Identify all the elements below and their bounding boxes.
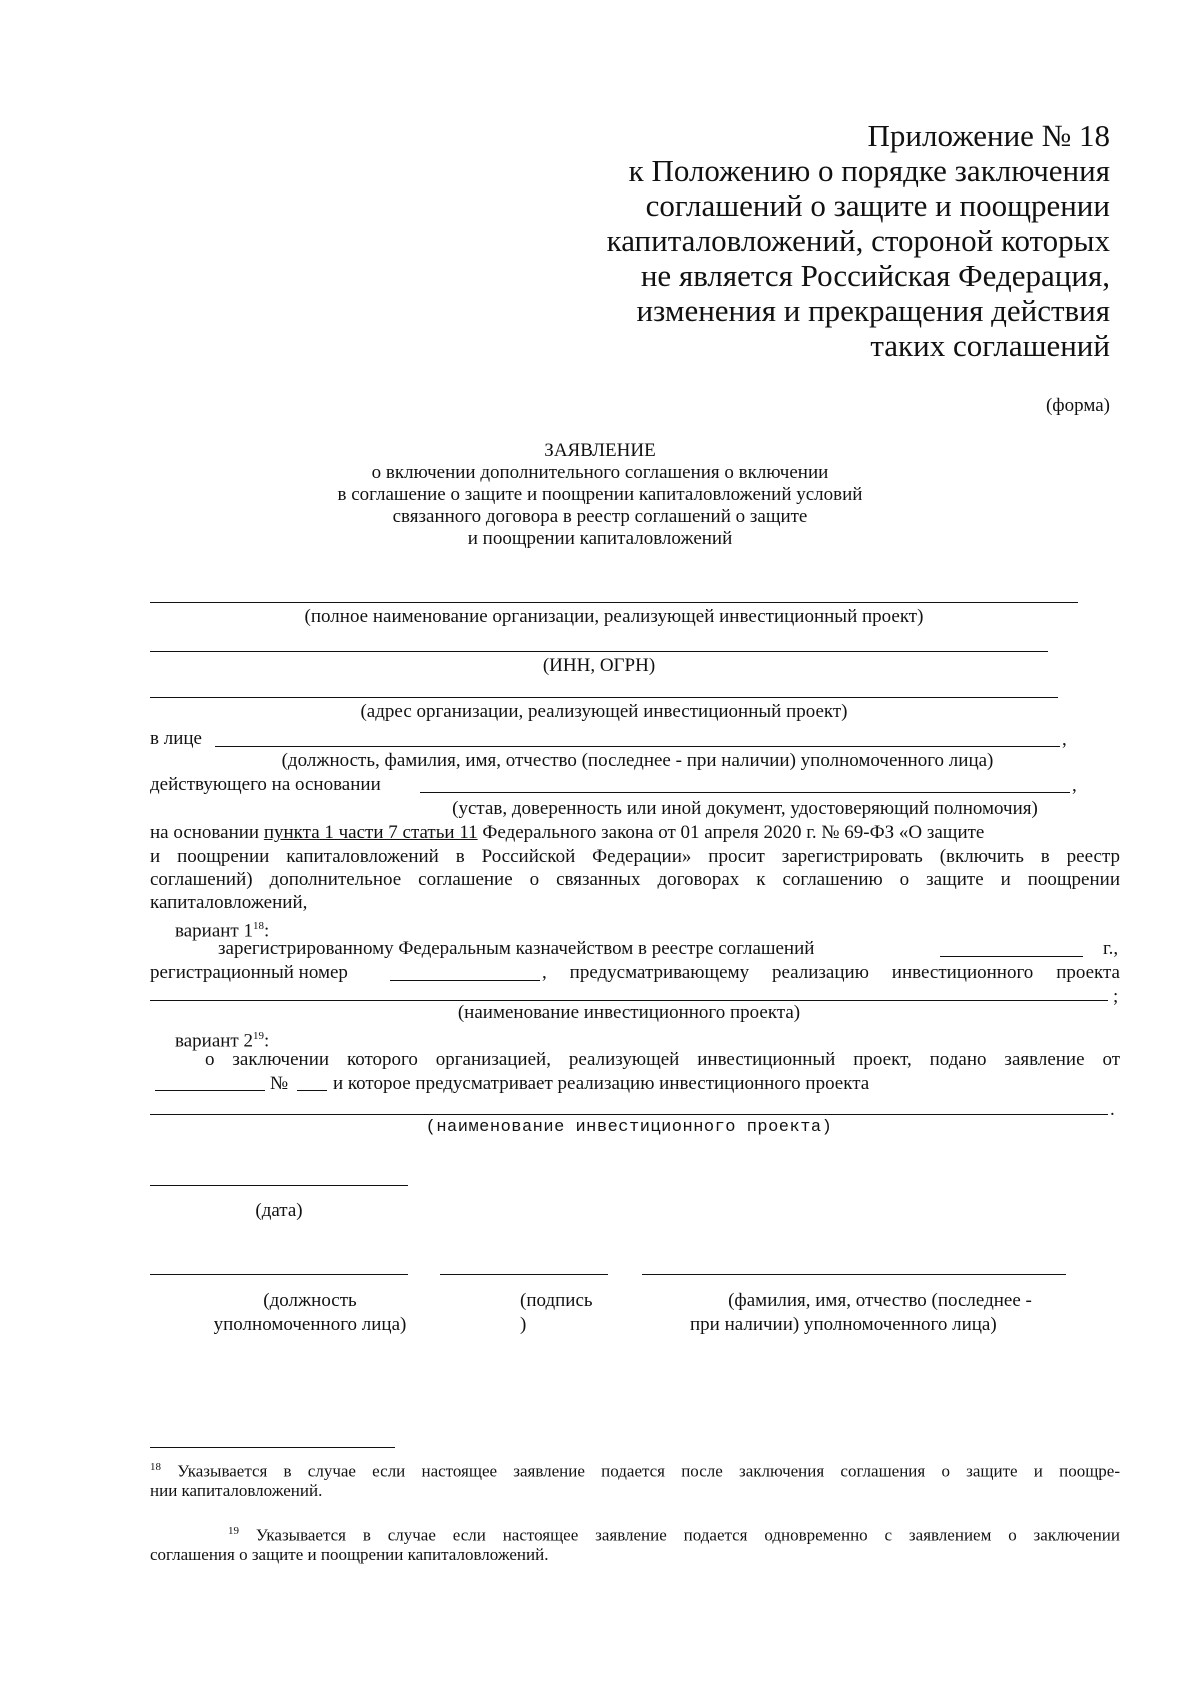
registry-date-field[interactable]	[940, 956, 1083, 957]
footnote-18-continued: нии капиталовложений.	[150, 1481, 323, 1500]
footnote-19-continued: соглашения о защите и поощрении капиталовложений.	[150, 1545, 549, 1564]
signature-caption-line: )	[520, 1314, 527, 1335]
footnote-separator	[150, 1447, 395, 1448]
position-caption-line: уполномоченного лица)	[213, 1314, 407, 1335]
comma: ,	[1062, 729, 1067, 750]
title-line: и поощрении капиталовложений	[467, 528, 733, 549]
paragraph-line: и поощрении капиталовложений в Российской Федерации» просит зарегистрировать (включить в реестр	[150, 846, 1120, 867]
position-field[interactable]	[150, 1274, 408, 1275]
law-reference-link[interactable]: пункта 1 части 7 статьи 11	[263, 822, 478, 843]
project-name-field-1[interactable]	[150, 1000, 1108, 1001]
application-date-field[interactable]	[155, 1090, 265, 1091]
semicolon: ;	[1113, 986, 1119, 1007]
variant-1-text: зарегистрированному Федеральным казначейством в реестре соглашений	[218, 938, 815, 959]
form-label: (форма)	[1045, 395, 1110, 416]
signature-caption-line: (подпись	[520, 1290, 593, 1311]
date-caption: (дата)	[255, 1200, 303, 1221]
variant-2-rest: и которое предусматривает реализацию инвестиционного проекта	[333, 1073, 870, 1094]
variant-1-provides: , предусматривающему реализацию инвестиционного проекта	[542, 962, 1120, 983]
title-heading: ЗАЯВЛЕНИЕ	[544, 440, 656, 461]
full-name-field[interactable]	[642, 1274, 1066, 1275]
org-name-field[interactable]	[150, 602, 1078, 603]
full-name-caption-line: при наличии) уполномоченного лица)	[690, 1314, 997, 1335]
footnote-number: 19	[228, 1525, 239, 1537]
inn-ogrn-field[interactable]	[150, 651, 1048, 652]
appendix-line: Приложение № 18	[867, 118, 1110, 153]
basis-prefix: на основании	[150, 822, 264, 843]
basis-line	[150, 822, 1120, 844]
period: .	[1110, 1099, 1115, 1120]
appendix-line: таких соглашений	[870, 328, 1110, 363]
basis-document-field[interactable]	[420, 792, 1070, 793]
project-name-caption-2: (наименование инвестиционного проекта)	[425, 1118, 833, 1137]
address-caption: (адрес организации, реализующей инвестиционный проект)	[360, 701, 848, 722]
representative-caption: (должность, фамилия, имя, отчество (последнее - при наличии) уполномоченного лица)	[281, 750, 994, 771]
footnote-18: $^{18}$ Указывается в случае если настоящее заявление подается после заключения соглашения о защите и поощре-	[150, 1461, 1121, 1481]
footnote-number: 18	[150, 1461, 161, 1473]
paragraph-line: капиталовложений,	[150, 892, 308, 913]
date-field[interactable]	[150, 1185, 408, 1186]
comma: ,	[1072, 775, 1077, 796]
footnote-ref-19[interactable]: 19	[252, 1030, 264, 1042]
address-field[interactable]	[150, 697, 1058, 698]
representative-field[interactable]	[215, 746, 1060, 747]
position-caption-line: (должность	[263, 1290, 357, 1311]
appendix-line: к Положению о порядке заключения	[628, 153, 1110, 188]
document-title	[250, 440, 950, 550]
appendix-header	[600, 118, 1110, 363]
variant-1-label: вариант $1^{18}$:	[175, 920, 270, 942]
variant-2-text: о заключении которого организацией, реализующей инвестиционный проект, подано заявление от	[205, 1049, 1120, 1070]
full-name-caption-line: (фамилия, имя, отчество (последнее -	[728, 1290, 1032, 1311]
appendix-line: капиталовложений, стороной которых	[606, 223, 1110, 258]
basis-rest: Федерального закона от 01 апреля 2020 г. № 69-ФЗ «О защите	[477, 822, 985, 843]
project-name-caption-1: (наименование инвестиционного проекта)	[457, 1002, 801, 1023]
basis-document-caption: (устав, доверенность или иной документ, удостоверяющий полномочия)	[452, 798, 1038, 819]
year-suffix: г.,	[1103, 938, 1119, 959]
signature-field[interactable]	[440, 1274, 608, 1275]
acting-label: действующего на основании	[150, 774, 381, 795]
appendix-line: не является Российская Федерация,	[640, 258, 1110, 293]
org-name-caption: (полное наименование организации, реализующей инвестиционный проект)	[304, 606, 924, 627]
in-person-label: в лице	[150, 728, 202, 749]
title-line: связанного договора в реестр соглашений о защите	[392, 506, 808, 527]
project-name-field-2[interactable]	[150, 1114, 1108, 1115]
inn-ogrn-caption: (ИНН, ОГРН)	[542, 655, 656, 676]
appendix-line: соглашений о защите и поощрении	[645, 188, 1110, 223]
registration-number-label: регистрационный номер	[150, 962, 348, 983]
title-line: в соглашение о защите и поощрении капиталовложений условий	[337, 484, 863, 505]
footnote-19: $^{19}$ Указывается в случае если настоящее заявление подается одновременно с заявлением о заключении	[228, 1525, 1120, 1545]
application-number-field[interactable]	[297, 1090, 327, 1091]
paragraph-line: соглашений) дополнительное соглашение о связанных договорах к соглашению о защите и поощрении	[150, 869, 1120, 890]
number-sign: №	[270, 1073, 289, 1094]
title-line: о включении дополнительного соглашения о включении	[371, 462, 829, 483]
appendix-line: изменения и прекращения действия	[636, 293, 1110, 328]
variant-2-label: вариант $2^{19}$:	[175, 1030, 270, 1052]
footnote-ref-18[interactable]: 18	[252, 920, 264, 932]
registration-number-field[interactable]	[390, 980, 540, 981]
